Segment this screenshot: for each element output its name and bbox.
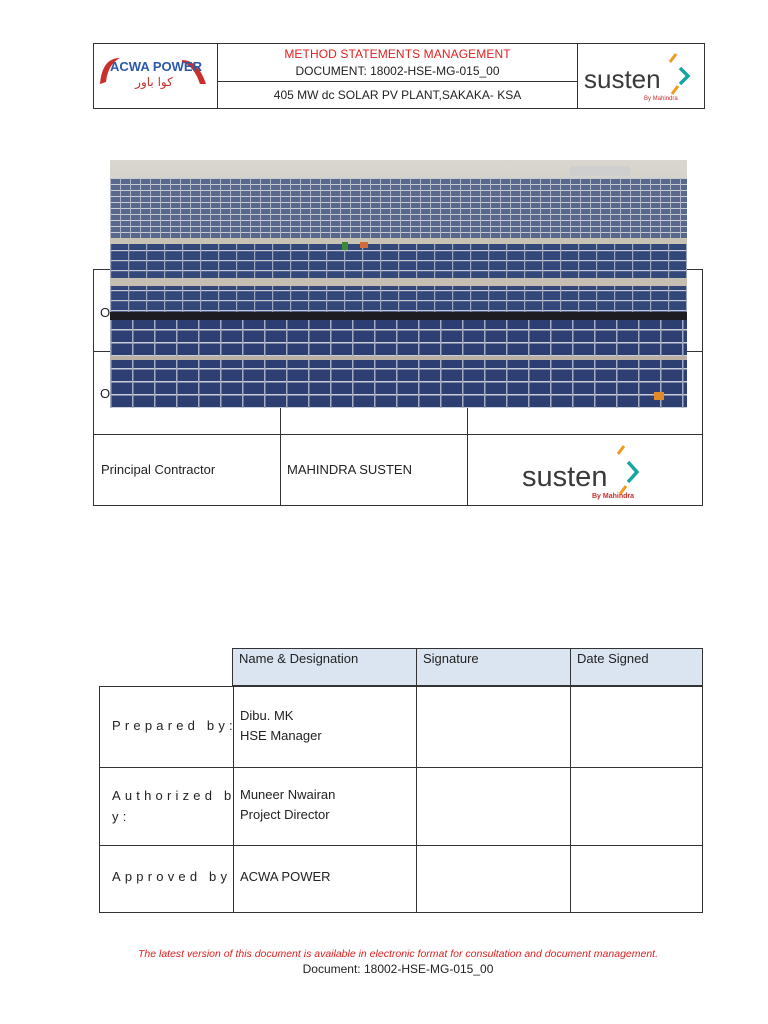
table-row-approved: [99, 846, 703, 913]
susten-logo-table: [520, 440, 650, 504]
table-row-prepared: [99, 686, 703, 768]
document-number: DOCUMENT: 18002-HSE-MG-015_00: [295, 64, 500, 78]
document-title: METHOD STATEMENTS MANAGEMENT: [284, 47, 511, 61]
header-title-cell: [218, 44, 577, 82]
principal-contractor-value: MAHINDRA SUSTEN: [287, 462, 412, 477]
solar-plant-photo: [110, 160, 687, 408]
name-cell: [240, 785, 335, 825]
signer-designation: Project Director: [240, 807, 330, 822]
role-approved-by: Approved by: [112, 869, 232, 884]
signer-name: Dibu. MK: [240, 708, 294, 723]
role-authorized-by: [112, 785, 235, 827]
role-line-1: Authorized b: [112, 788, 236, 803]
signer-name: ACWA POWER: [240, 869, 331, 884]
column-header-name: Name & Designation: [232, 648, 417, 686]
row-stub-1: O: [100, 305, 111, 320]
document-header: [93, 43, 705, 109]
footer-note: The latest version of this document is available in electronic format for consultation and document management.: [137, 948, 659, 960]
acwa-logo-text: ACWA POWER: [110, 59, 202, 74]
solar-panels-image: [110, 160, 687, 408]
susten-logo-sub: By Mahindra: [644, 96, 678, 102]
column-header-signature: Signature: [416, 648, 571, 686]
acwa-logo-arabic: كوا باور: [135, 75, 173, 89]
signer-designation: HSE Manager: [240, 728, 322, 743]
column-header-date: Date Signed: [570, 648, 703, 686]
header-center: [218, 44, 578, 108]
name-cell: [240, 706, 322, 746]
role-line-2: y:: [112, 809, 131, 824]
susten-logo-text: susten: [584, 64, 661, 94]
principal-contractor-label: Principal Contractor: [101, 462, 216, 477]
susten-logo-icon: [520, 440, 650, 504]
footer-document-number: Document: 18002-HSE-MG-015_00: [302, 962, 494, 976]
table-row-authorized: [99, 768, 703, 846]
name-cell: [240, 867, 331, 887]
susten-logo-text: susten: [522, 461, 608, 493]
acwa-logo-icon: [94, 44, 218, 108]
signer-name: Muneer Nwairan: [240, 787, 336, 802]
acwa-power-logo: [94, 44, 218, 108]
role-prepared-by: Prepared by:: [112, 718, 237, 733]
row-stub-2: O: [100, 386, 111, 401]
susten-logo-sub: By Mahindra: [592, 493, 635, 500]
susten-logo-header: [578, 44, 704, 108]
project-name: 405 MW dc SOLAR PV PLANT,SAKAKA- KSA: [273, 88, 522, 102]
susten-logo-icon: [578, 44, 704, 108]
